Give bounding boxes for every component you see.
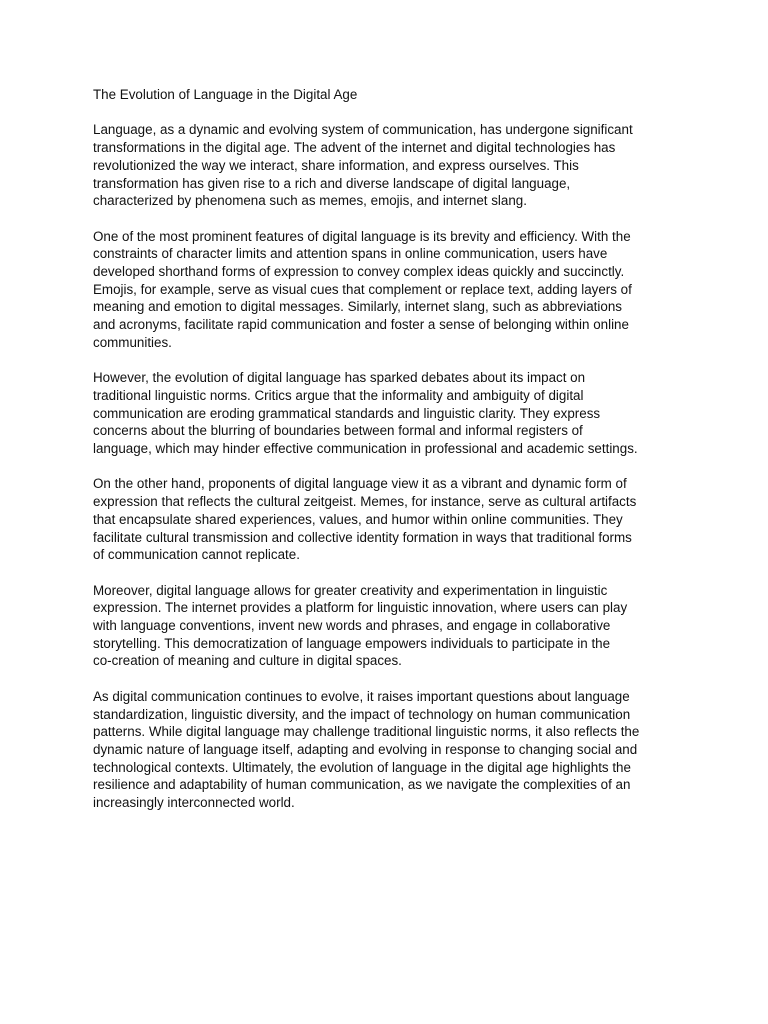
paragraph-line: concerns about the blurring of boundaries between formal and informal registers of [93, 423, 583, 439]
paragraph-line: storytelling. This democratization of language empowers individuals to participate in the [93, 635, 611, 651]
paragraph-line: transformation has given rise to a rich and diverse landscape of digital language, [93, 175, 571, 191]
paragraph-line: On the other hand, proponents of digital language view it as a vibrant and dynamic form of [93, 476, 627, 492]
paragraph-line: expression. The internet provides a platform for linguistic innovation, where users can play [93, 600, 628, 616]
paragraph-line: and acronyms, facilitate rapid communication and foster a sense of belonging within online [93, 317, 629, 333]
paragraph [93, 369, 678, 458]
paragraph-line: characterized by phenomena such as memes, emojis, and internet slang. [93, 193, 527, 209]
document-title: The Evolution of Language in the Digital Age [93, 87, 358, 102]
paragraph-line: As digital communication continues to evolve, it raises important questions about language [93, 688, 630, 704]
paragraph-line: that encapsulate shared experiences, values, and humor within online communities. They [93, 511, 623, 527]
paragraph-line: However, the evolution of digital language has sparked debates about its impact on [93, 370, 586, 386]
paragraph-line: communication are eroding grammatical standards and linguistic clarity. They express [93, 405, 601, 421]
paragraph-line: constraints of character limits and attention spans in online communication, users have [93, 246, 608, 262]
paragraph [93, 582, 678, 671]
paragraph-line: increasingly interconnected world. [93, 795, 295, 811]
paragraph-line: resilience and adaptability of human communication, as we navigate the complexities of an [93, 777, 631, 793]
paragraph-line: technological contexts. Ultimately, the evolution of language in the digital age highlights the [93, 759, 631, 775]
paragraph-line: Language, as a dynamic and evolving system of communication, has undergone significant [93, 122, 633, 138]
paragraph-line: transformations in the digital age. The advent of the internet and digital technologies has [93, 140, 616, 156]
paragraph-line: facilitate cultural transmission and collective identity formation in ways that traditional forms [93, 529, 632, 545]
paragraph-line: expression that reflects the cultural zeitgeist. Memes, for instance, serve as cultural artifacts [93, 494, 637, 510]
paragraph [93, 688, 678, 812]
paragraph-line: dynamic nature of language itself, adapting and evolving in response to changing social and [93, 741, 638, 757]
paragraph-line: Moreover, digital language allows for greater creativity and experimentation in linguistic [93, 582, 608, 598]
paragraph-line: co-creation of meaning and culture in digital spaces. [93, 653, 402, 669]
paragraph-line: traditional linguistic norms. Critics argue that the informality and ambiguity of digital [93, 387, 584, 403]
paragraph-line: with language conventions, invent new words and phrases, and engage in collaborative [93, 618, 611, 634]
paragraph-line: communities. [93, 334, 172, 350]
paragraph-line: of communication cannot replicate. [93, 547, 300, 563]
paragraph-line: meaning and emotion to digital messages. Similarly, internet slang, such as abbreviations [93, 299, 622, 315]
paragraph-line: language, which may hinder effective communication in professional and academic settings. [93, 441, 638, 457]
paragraph [93, 121, 678, 210]
paragraph-line: standardization, linguistic diversity, and the impact of technology on human communication [93, 706, 631, 722]
paragraph [93, 475, 678, 564]
document-body [93, 86, 678, 829]
paragraph-line: Emojis, for example, serve as visual cues that complement or replace text, adding layers of [93, 281, 632, 297]
paragraph-line: patterns. While digital language may challenge traditional linguistic norms, it also reflects the [93, 724, 640, 740]
paragraph [93, 228, 678, 352]
paragraph-line: One of the most prominent features of digital language is its brevity and efficiency. With the [93, 228, 631, 244]
paragraph-line: developed shorthand forms of expression to convey complex ideas quickly and succinctly. [93, 264, 625, 279]
paragraph-list [93, 121, 678, 811]
paragraph-line: revolutionized the way we interact, share information, and express ourselves. This [93, 157, 579, 173]
